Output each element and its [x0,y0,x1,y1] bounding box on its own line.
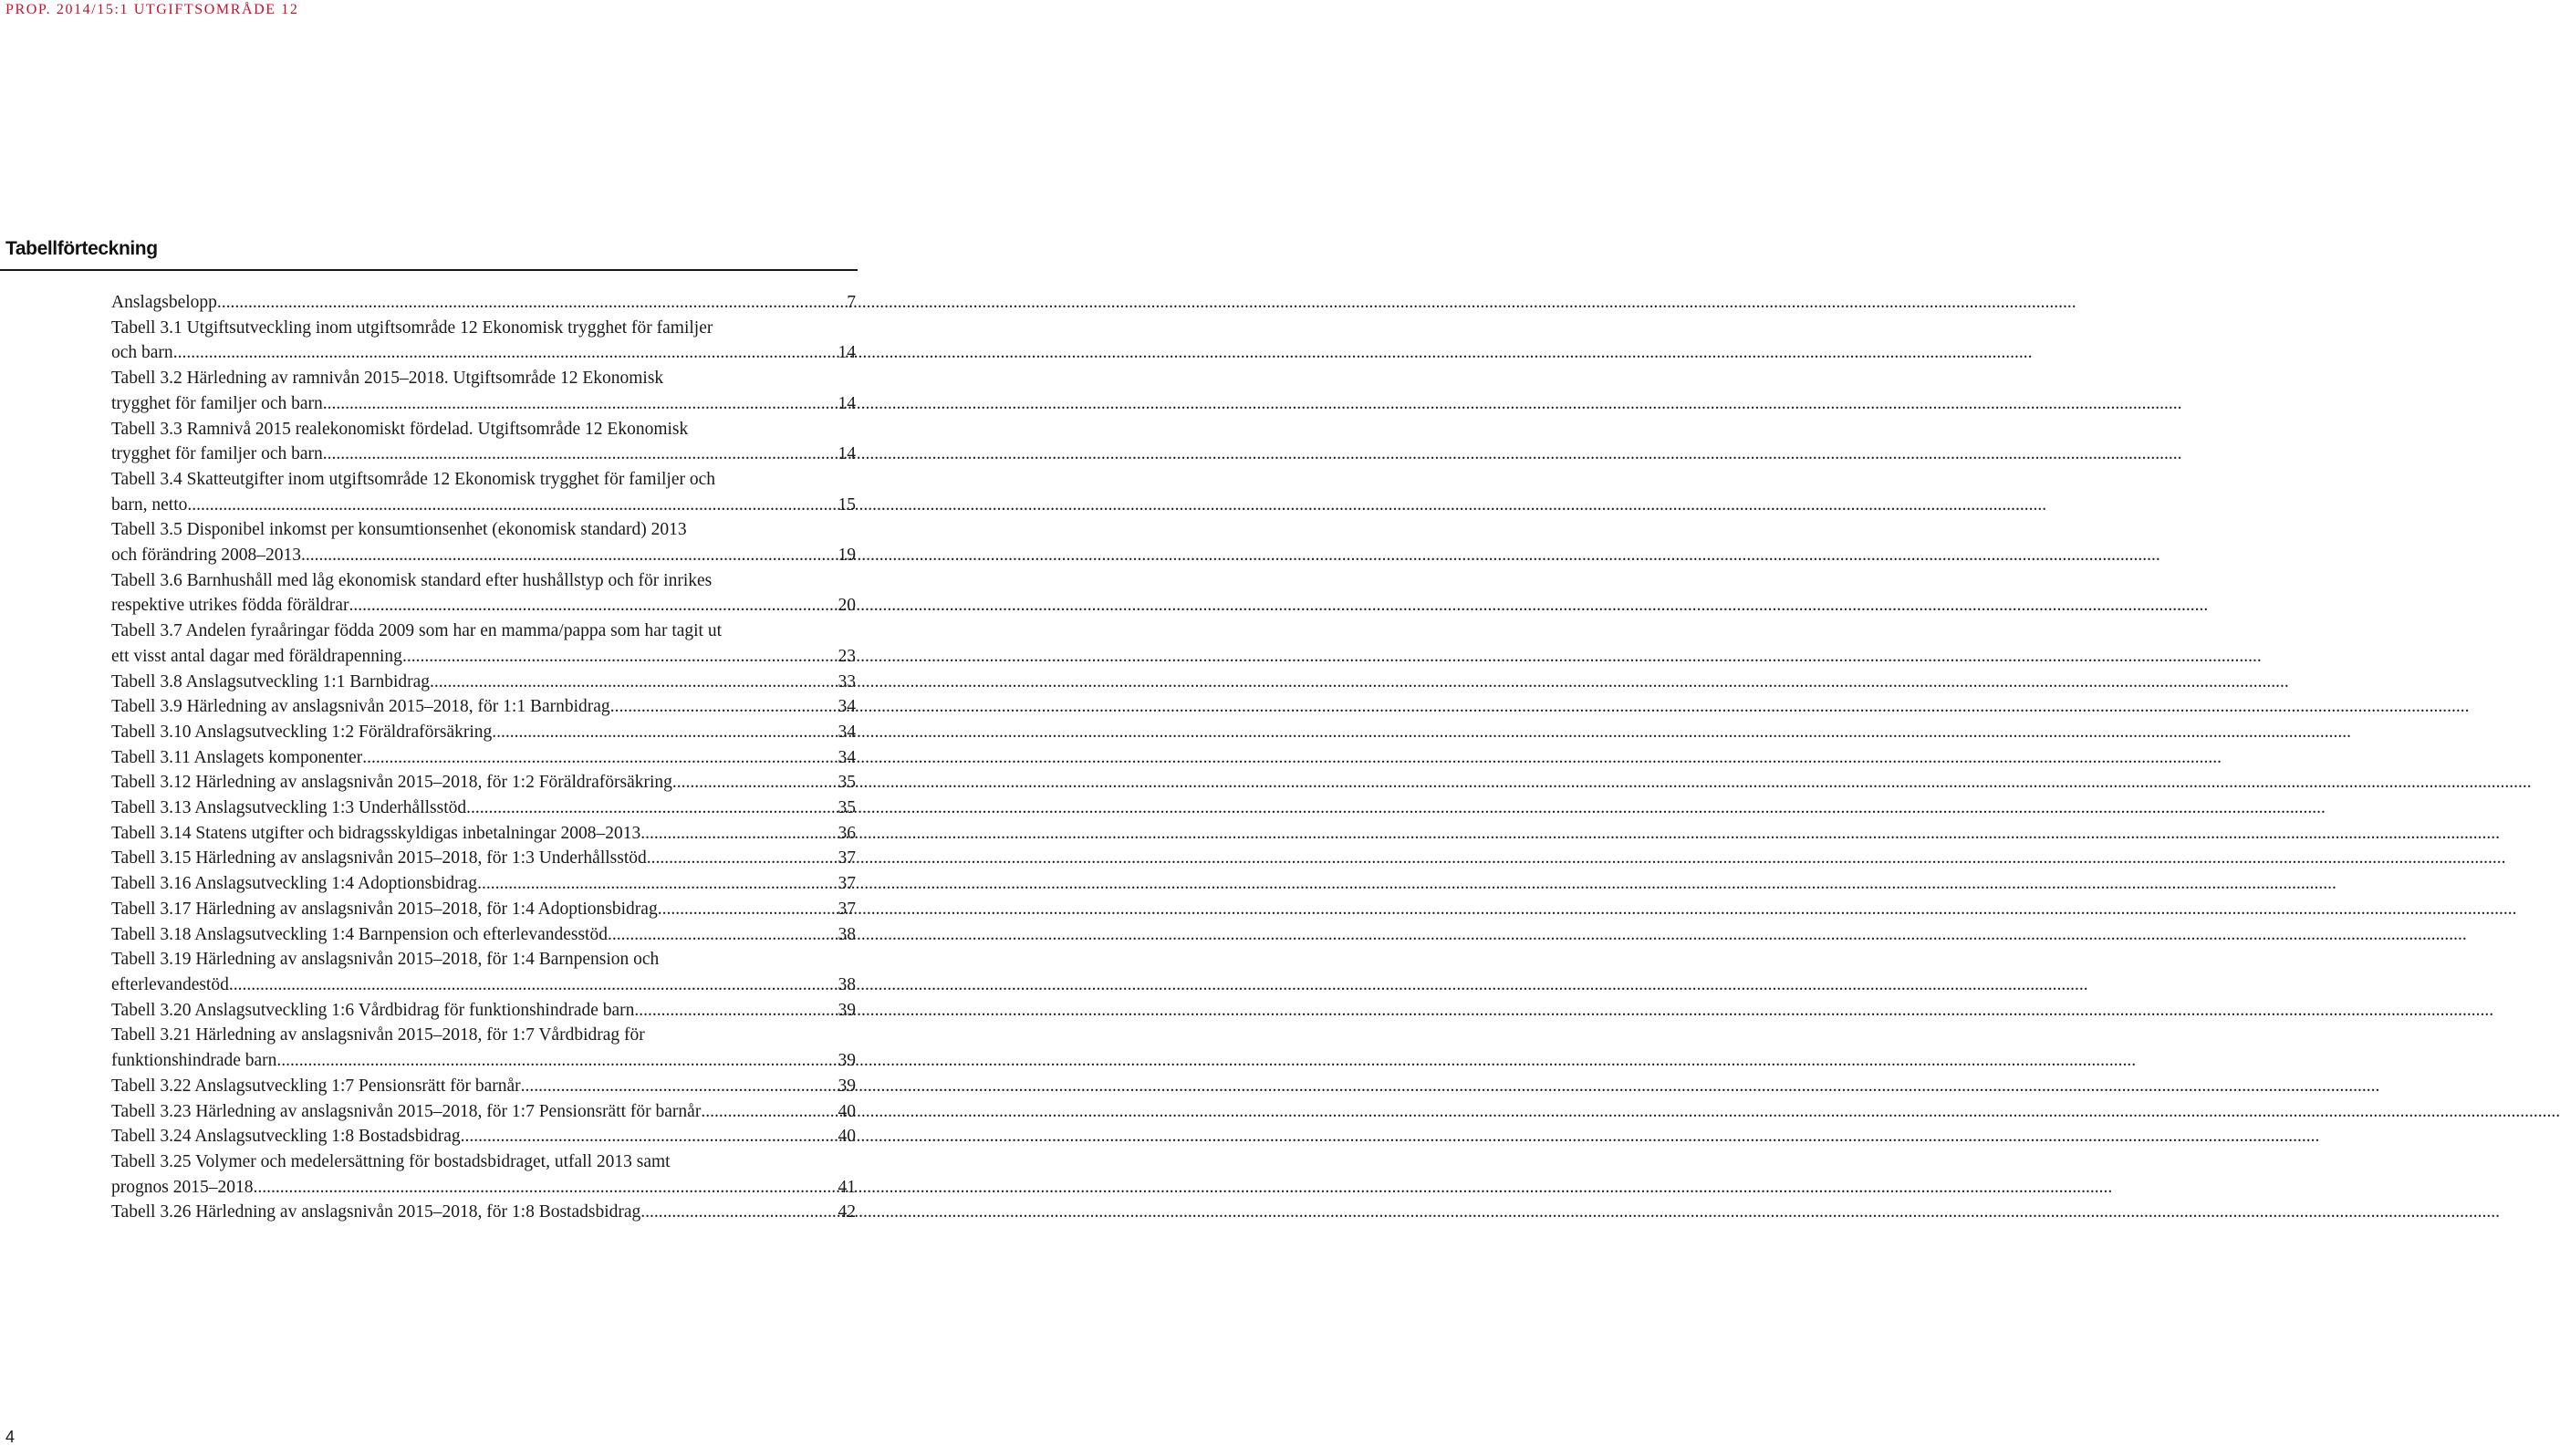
dot-leader [402,644,838,670]
toc-entry-title: trygghet för familjer och barn [111,393,323,413]
toc-entry[interactable] [111,290,856,316]
dot-leader [466,796,837,821]
toc-entry-line [111,1048,856,1074]
dot-leader [658,897,838,922]
toc-entry-line [111,1200,856,1225]
toc-entry-text: Tabell 3.7 Andelen fyraåringar födda 2009 som har en mamma/pappa som har tagit ut [111,621,723,641]
dot-leader [362,745,837,771]
toc-page-number: 7 [847,293,856,312]
dot-leader [461,1124,838,1149]
toc-entry-text: Tabell 3.4 Skatteutgifter inom utgiftsområde 12 Ekonomisk trygghet för familjer och [111,469,716,489]
toc-entry-text: Tabell 3.5 Disponibel inkomst per konsumtionsenhet (ekonomisk standard) 2013 [111,520,687,540]
toc-entry[interactable] [111,417,856,467]
toc-entry[interactable] [111,694,856,720]
toc-entry[interactable] [111,796,856,821]
dot-leader [187,493,837,518]
toc-entry-title: Tabell 3.11 Anslagets komponenter [111,747,363,767]
toc-entry-title: funktionshindrade barn [111,1051,277,1071]
toc-entry[interactable] [111,1200,856,1225]
toc-entry-line [111,1074,856,1099]
toc-entry-line [111,670,856,695]
toc-page-number: 42 [838,1202,856,1222]
toc-entry-title: Tabell 3.18 Anslagsutveckling 1:4 Barnpension och efterlevandesstöd [111,924,608,944]
dot-leader [477,871,837,897]
toc-entry[interactable] [111,821,856,847]
dot-leader [640,1200,837,1225]
toc-page-number: 14 [838,444,856,464]
toc-entry-title: och barn [111,343,173,363]
toc-page-number: 36 [838,823,856,843]
toc-entry-text: Tabell 3.21 Härledning av anslagsnivån 2015–2018, för 1:7 Vårdbidrag för [111,1025,645,1045]
table-of-tables [111,290,856,1225]
toc-page-number: 37 [838,899,856,919]
toc-entry-text: Tabell 3.6 Barnhushåll med låg ekonomisk standard efter hushållstyp och för inrikes [111,570,713,590]
toc-page-number: 41 [838,1177,856,1197]
toc-entry-line [111,694,856,720]
dot-leader [521,1074,838,1099]
toc-entry[interactable] [111,366,856,416]
toc-page-number: 33 [838,671,856,692]
dot-leader [173,340,838,366]
page-number: 4 [5,1428,16,1446]
toc-entry[interactable] [111,568,856,619]
toc-entry-title: prognos 2015–2018 [111,1177,254,1197]
toc-entry-title: Tabell 3.22 Anslagsutveckling 1:7 Pensionsrätt för barnår [111,1076,521,1096]
dot-leader [610,694,838,720]
toc-entry-text: Tabell 3.2 Härledning av ramnivån 2015–2018. Utgiftsområde 12 Ekonomisk [111,369,664,389]
toc-entry-title: Tabell 3.9 Härledning av anslagsnivån 2015–2018, för 1:1 Barnbidrag [111,697,610,717]
toc-entry-title: Tabell 3.24 Anslagsutveckling 1:8 Bostadsbidrag [111,1127,461,1147]
toc-entry[interactable] [111,947,856,997]
dot-leader [217,290,846,316]
toc-entry[interactable] [111,922,856,948]
toc-entry[interactable] [111,1149,856,1200]
toc-page-number: 34 [838,747,856,767]
toc-entry-line [111,897,856,922]
toc-entry-title: ett visst antal dagar med föräldrapenning [111,646,402,666]
toc-entry[interactable] [111,897,856,922]
dot-leader [229,972,838,998]
toc-page-number: 14 [838,343,856,363]
toc-entry-line [111,796,856,821]
dot-leader [608,922,838,948]
dot-leader [253,1175,837,1201]
dot-leader [323,391,838,417]
toc-entry-line [111,543,856,568]
toc-entry-title: Tabell 3.14 Statens utgifter och bidragsskyldigas inbetalningar 2008–2013 [111,823,641,843]
toc-entry-title: Tabell 3.23 Härledning av anslagsnivån 2015–2018, för 1:7 Pensionsrätt för barnår [111,1101,702,1121]
toc-entry-title: Tabell 3.16 Anslagsutveckling 1:4 Adoptionsbidrag [111,874,478,894]
toc-entry[interactable] [111,1023,856,1073]
dot-leader [349,593,837,619]
toc-entry-line [111,644,856,670]
toc-entry-title: efterlevandestöd [111,974,229,994]
toc-entry[interactable] [111,770,856,796]
toc-entry[interactable] [111,670,856,695]
toc-entry[interactable] [111,846,856,871]
section-title: Tabellförteckning [5,238,158,259]
toc-entry-title: Tabell 3.20 Anslagsutveckling 1:6 Vårdbidrag för funktionshindrade barn [111,1000,635,1020]
toc-entry-text: Tabell 3.25 Volymer och medelersättning för bostadsbidraget, utfall 2013 samt [111,1151,671,1171]
toc-entry[interactable] [111,1124,856,1149]
dot-leader [701,1099,837,1125]
toc-entry[interactable] [111,745,856,771]
toc-page-number: 19 [838,546,856,566]
toc-entry-line [111,593,856,619]
toc-entry-line [111,871,856,897]
toc-entry-line [111,391,856,417]
toc-page-number: 20 [838,596,856,616]
dot-leader [276,1048,837,1074]
toc-entry[interactable] [111,1074,856,1099]
toc-entry[interactable] [111,998,856,1024]
toc-entry-line [111,770,856,796]
toc-entry-title: Tabell 3.13 Anslagsutveckling 1:3 Underhållsstöd [111,798,467,818]
dot-leader [323,442,838,467]
toc-entry-line [111,846,856,871]
toc-entry-title: och förändring 2008–2013 [111,546,301,566]
toc-page-number: 23 [838,646,856,666]
toc-page-number: 40 [838,1127,856,1147]
toc-page-number: 35 [838,798,856,818]
toc-entry-title: respektive utrikes födda föräldrar [111,596,349,616]
toc-entry-text: Tabell 3.1 Utgiftsutveckling inom utgiftsområde 12 Ekonomisk trygghet för familjer [111,317,713,338]
toc-entry-line [111,1124,856,1149]
dot-leader [492,720,837,745]
toc-page-number: 37 [838,874,856,894]
toc-entry[interactable] [111,871,856,897]
toc-entry[interactable] [111,467,856,517]
toc-page-number: 40 [838,1101,856,1121]
toc-page-number: 38 [838,974,856,994]
running-header: PROP. 2014/15:1 UTGIFTSOMRÅDE 12 [5,2,299,17]
toc-entry[interactable] [111,316,856,366]
toc-entry-title: Tabell 3.10 Anslagsutveckling 1:2 Föräldraförsäkring [111,722,493,742]
toc-page-number: 39 [838,1076,856,1096]
toc-page-number: 14 [838,393,856,413]
toc-entry-line [111,972,856,998]
toc-page-number: 37 [838,848,856,868]
toc-entry-title: Tabell 3.17 Härledning av anslagsnivån 2015–2018, för 1:4 Adoptionsbidrag [111,899,658,919]
toc-page-number: 39 [838,1000,856,1020]
dot-leader [430,670,837,695]
toc-page-number: 15 [838,494,856,515]
toc-entry-line [111,821,856,847]
toc-entry-line [111,1175,856,1201]
dot-leader [301,543,838,568]
toc-entry-title: Tabell 3.15 Härledning av anslagsnivån 2015–2018, för 1:3 Underhållsstöd [111,848,647,868]
dot-leader [640,821,837,847]
toc-entry-title: Tabell 3.8 Anslagsutveckling 1:1 Barnbidrag [111,671,431,692]
toc-entry-line [111,998,856,1024]
dot-leader [634,998,837,1024]
toc-entry-title: trygghet för familjer och barn [111,444,323,464]
title-divider [0,269,858,271]
toc-entry-line [111,745,856,771]
toc-entry-title: barn, netto [111,494,188,515]
toc-entry-line [111,1099,856,1125]
dot-leader [672,770,838,796]
toc-entry[interactable] [111,517,856,567]
toc-page-number: 39 [838,1051,856,1071]
toc-entry[interactable] [111,720,856,745]
toc-entry-text: Tabell 3.3 Ramnivå 2015 realekonomiskt fördelad. Utgiftsområde 12 Ekonomisk [111,419,689,439]
toc-entry-line [111,922,856,948]
toc-entry-text: Tabell 3.19 Härledning av anslagsnivån 2015–2018, för 1:4 Barnpension och [111,950,660,970]
toc-page-number: 35 [838,773,856,793]
toc-entry-title: Tabell 3.12 Härledning av anslagsnivån 2015–2018, för 1:2 Föräldraförsäkring [111,773,672,793]
toc-entry-line [111,290,856,316]
toc-page-number: 34 [838,722,856,742]
toc-entry[interactable] [111,1099,856,1125]
toc-entry[interactable] [111,619,856,669]
toc-entry-line [111,442,856,467]
toc-entry-title: Tabell 3.26 Härledning av anslagsnivån 2015–2018, för 1:8 Bostadsbidrag [111,1202,641,1222]
toc-entry-line [111,720,856,745]
toc-entry-title: Anslagsbelopp [111,293,217,312]
toc-entry-line [111,493,856,518]
toc-page-number: 38 [838,924,856,944]
dot-leader [647,846,838,871]
toc-page-number: 34 [838,697,856,717]
toc-entry-line [111,340,856,366]
